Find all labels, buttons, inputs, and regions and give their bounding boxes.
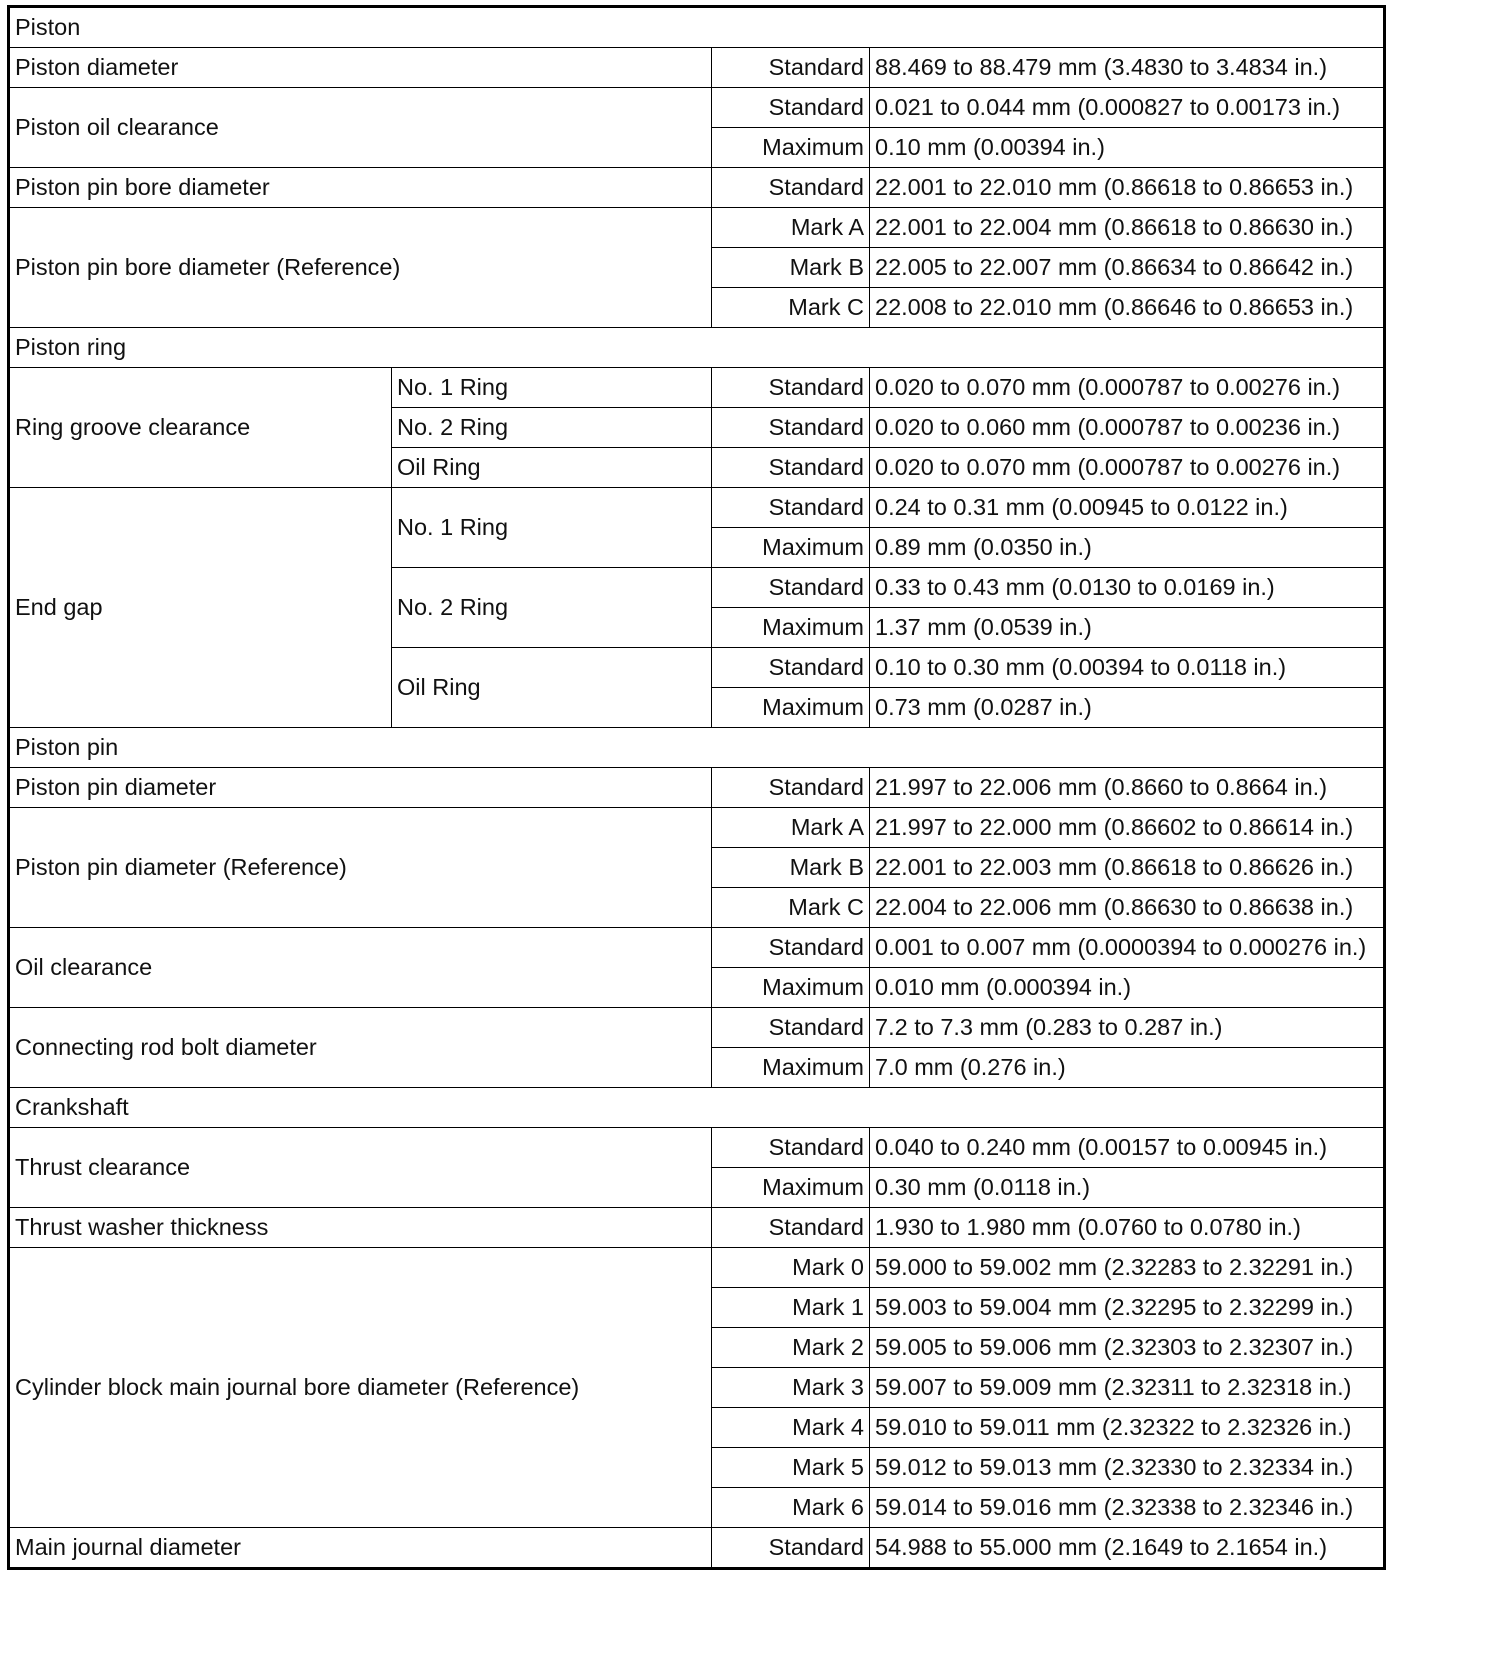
spec-value: 0.89 mm (0.0350 in.) [870,528,1385,568]
table-row [9,368,1385,408]
spec-label: Maximum [712,688,870,728]
spec-label: Maximum [712,968,870,1008]
sub-item-name: No. 1 Ring [392,368,712,408]
spec-value: 59.003 to 59.004 mm (2.32295 to 2.32299 in.) [870,1288,1385,1328]
table-row [9,928,1385,968]
sub-item-name: No. 1 Ring [392,488,712,568]
table-row [9,1528,1385,1569]
spec-value: 21.997 to 22.000 mm (0.86602 to 0.86614 in.) [870,808,1385,848]
sub-item-name: Oil Ring [392,448,712,488]
spec-value: 22.001 to 22.003 mm (0.86618 to 0.86626 in.) [870,848,1385,888]
section-row [9,728,1385,768]
table-row [9,168,1385,208]
spec-value: 88.469 to 88.479 mm (3.4830 to 3.4834 in.) [870,48,1385,88]
spec-label: Mark 6 [712,1488,870,1528]
spec-label: Maximum [712,608,870,648]
spec-label: Standard [712,168,870,208]
spec-label: Maximum [712,528,870,568]
spec-label: Standard [712,368,870,408]
sub-item-name: No. 2 Ring [392,408,712,448]
spec-label: Standard [712,488,870,528]
spec-label: Mark 3 [712,1368,870,1408]
spec-value: 0.10 to 0.30 mm (0.00394 to 0.0118 in.) [870,648,1385,688]
spec-value: 0.30 mm (0.0118 in.) [870,1168,1385,1208]
spec-value: 59.010 to 59.011 mm (2.32322 to 2.32326 in.) [870,1408,1385,1448]
table-row [9,208,1385,248]
spec-value: 59.000 to 59.002 mm (2.32283 to 2.32291 in.) [870,1248,1385,1288]
spec-table-body [9,7,1385,1569]
spec-value: 0.001 to 0.007 mm (0.0000394 to 0.000276 in.) [870,928,1385,968]
spec-label: Standard [712,1008,870,1048]
item-name: Thrust washer thickness [9,1208,712,1248]
spec-label: Standard [712,448,870,488]
spec-label: Standard [712,1128,870,1168]
section-row [9,1088,1385,1128]
spec-label: Standard [712,648,870,688]
spec-label: Standard [712,408,870,448]
spec-value: 0.020 to 0.060 mm (0.000787 to 0.00236 in.) [870,408,1385,448]
spec-value: 22.001 to 22.004 mm (0.86618 to 0.86630 in.) [870,208,1385,248]
item-name: Main journal diameter [9,1528,712,1569]
spec-value: 1.930 to 1.980 mm (0.0760 to 0.0780 in.) [870,1208,1385,1248]
spec-label: Maximum [712,1048,870,1088]
item-name: Cylinder block main journal bore diameter (Reference) [9,1248,712,1528]
spec-value: 0.021 to 0.044 mm (0.000827 to 0.00173 in.) [870,88,1385,128]
section-row [9,328,1385,368]
table-row [9,1128,1385,1168]
spec-value: 0.24 to 0.31 mm (0.00945 to 0.0122 in.) [870,488,1385,528]
section-heading: Piston pin [9,728,1385,768]
table-row [9,88,1385,128]
spec-value: 59.014 to 59.016 mm (2.32338 to 2.32346 in.) [870,1488,1385,1528]
item-name: Piston diameter [9,48,712,88]
sub-item-name: Oil Ring [392,648,712,728]
specification-table [7,5,1386,1570]
spec-value: 54.988 to 55.000 mm (2.1649 to 2.1654 in.) [870,1528,1385,1569]
item-name: Connecting rod bolt diameter [9,1008,712,1088]
spec-label: Mark B [712,248,870,288]
spec-label: Maximum [712,1168,870,1208]
spec-value: 59.007 to 59.009 mm (2.32311 to 2.32318 in.) [870,1368,1385,1408]
spec-label: Mark 5 [712,1448,870,1488]
spec-value: 59.005 to 59.006 mm (2.32303 to 2.32307 in.) [870,1328,1385,1368]
spec-label: Standard [712,568,870,608]
spec-value: 0.020 to 0.070 mm (0.000787 to 0.00276 in.) [870,448,1385,488]
spec-label: Standard [712,928,870,968]
spec-label: Standard [712,768,870,808]
spec-label: Maximum [712,128,870,168]
spec-label: Mark 4 [712,1408,870,1448]
spec-value: 0.33 to 0.43 mm (0.0130 to 0.0169 in.) [870,568,1385,608]
spec-label: Mark 1 [712,1288,870,1328]
table-row [9,768,1385,808]
spec-value: 22.005 to 22.007 mm (0.86634 to 0.86642 in.) [870,248,1385,288]
section-heading: Piston [9,7,1385,48]
table-row [9,1008,1385,1048]
item-name: Piston pin diameter (Reference) [9,808,712,928]
spec-value: 0.10 mm (0.00394 in.) [870,128,1385,168]
spec-value: 22.001 to 22.010 mm (0.86618 to 0.86653 in.) [870,168,1385,208]
table-row [9,48,1385,88]
spec-value: 22.008 to 22.010 mm (0.86646 to 0.86653 in.) [870,288,1385,328]
spec-value: 0.020 to 0.070 mm (0.000787 to 0.00276 in.) [870,368,1385,408]
spec-value: 0.040 to 0.240 mm (0.00157 to 0.00945 in.) [870,1128,1385,1168]
spec-value: 22.004 to 22.006 mm (0.86630 to 0.86638 in.) [870,888,1385,928]
sub-item-name: No. 2 Ring [392,568,712,648]
section-heading: Crankshaft [9,1088,1385,1128]
spec-value: 0.73 mm (0.0287 in.) [870,688,1385,728]
spec-value: 0.010 mm (0.000394 in.) [870,968,1385,1008]
item-name: Piston pin bore diameter (Reference) [9,208,712,328]
spec-label: Standard [712,1208,870,1248]
table-row [9,1208,1385,1248]
item-name: Ring groove clearance [9,368,392,488]
spec-label: Mark C [712,888,870,928]
spec-value: 59.012 to 59.013 mm (2.32330 to 2.32334 in.) [870,1448,1385,1488]
section-row [9,7,1385,48]
table-row [9,808,1385,848]
spec-label: Mark A [712,808,870,848]
spec-label: Standard [712,88,870,128]
item-name: Piston pin diameter [9,768,712,808]
spec-label: Mark C [712,288,870,328]
section-heading: Piston ring [9,328,1385,368]
spec-value: 7.2 to 7.3 mm (0.283 to 0.287 in.) [870,1008,1385,1048]
spec-value: 7.0 mm (0.276 in.) [870,1048,1385,1088]
spec-label: Mark 0 [712,1248,870,1288]
item-name: Oil clearance [9,928,712,1008]
item-name: End gap [9,488,392,728]
spec-label: Mark B [712,848,870,888]
spec-label: Mark A [712,208,870,248]
table-row [9,488,1385,528]
item-name: Piston oil clearance [9,88,712,168]
spec-label: Standard [712,1528,870,1569]
spec-value: 1.37 mm (0.0539 in.) [870,608,1385,648]
spec-label: Standard [712,48,870,88]
item-name: Thrust clearance [9,1128,712,1208]
spec-value: 21.997 to 22.006 mm (0.8660 to 0.8664 in.) [870,768,1385,808]
spec-table-container [7,5,1386,1570]
spec-label: Mark 2 [712,1328,870,1368]
table-row [9,1248,1385,1288]
item-name: Piston pin bore diameter [9,168,712,208]
